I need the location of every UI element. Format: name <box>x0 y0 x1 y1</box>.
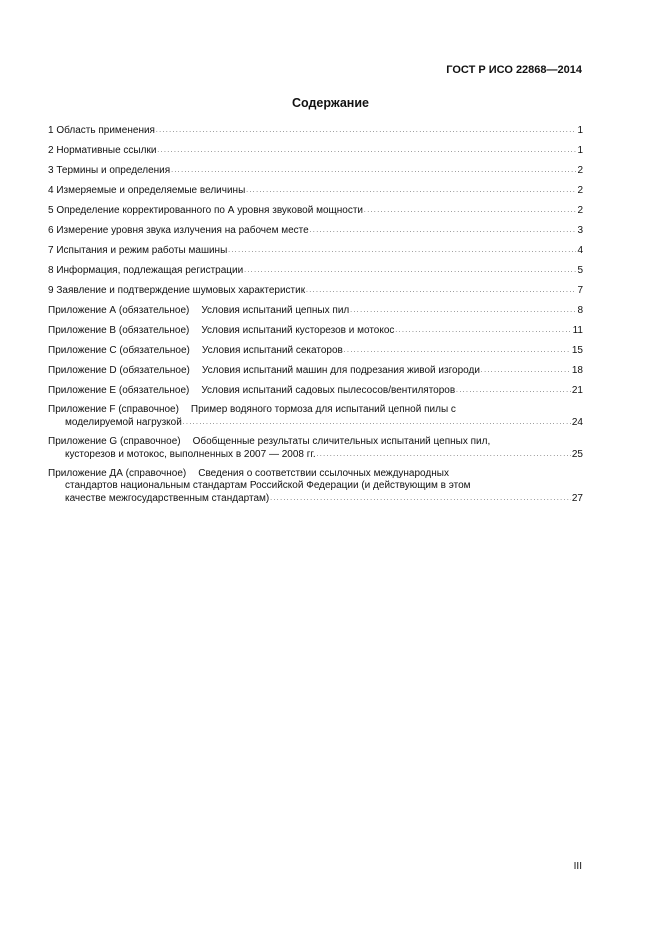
toc-page-number: 4 <box>577 245 583 256</box>
dot-leader <box>310 224 577 237</box>
dot-leader <box>270 492 571 505</box>
dot-leader <box>350 304 576 317</box>
toc-appendix-label: Приложение А (обязательное) <box>48 305 190 316</box>
toc-entry-text: 1 Область применения <box>48 125 155 136</box>
toc-entry-text: Условия испытаний машин для подрезания живой изгороди <box>201 365 480 376</box>
toc-entry-text: Условия испытаний секаторов <box>201 345 343 356</box>
toc-entry-text: 6 Измерение уровня звука излучения на рабочем месте <box>48 225 309 236</box>
toc-entry-text: 7 Испытания и режим работы машины <box>48 245 228 256</box>
toc-appendix-label: Приложение В (обязательное) <box>48 325 190 336</box>
toc-entry[interactable] <box>48 304 583 317</box>
toc-appendix-label: Приложение С (обязательное) <box>48 345 190 356</box>
dot-leader <box>306 284 576 297</box>
toc-entry[interactable] <box>48 436 583 461</box>
dot-leader <box>157 144 576 157</box>
toc-entry[interactable] <box>48 144 583 157</box>
toc-entry-text: 2 Нормативные ссылки <box>48 145 157 156</box>
toc-entry-text: Условия испытаний садовых пылесосов/вентиляторов <box>201 385 456 396</box>
toc-appendix-label: Приложение D (обязательное) <box>48 365 190 376</box>
toc-appendix-label: Приложение G (справочное) <box>48 436 181 447</box>
toc-entry-text: 4 Измеряемые и определяемые величины <box>48 185 246 196</box>
toc-entry[interactable] <box>48 284 583 297</box>
toc-entry-text: моделируемой нагрузкой <box>65 417 182 428</box>
toc-entry[interactable] <box>48 184 583 197</box>
dot-leader <box>246 184 576 197</box>
dot-leader <box>481 364 571 377</box>
document-code: ГОСТ Р ИСО 22868—2014 <box>446 64 582 76</box>
dot-leader <box>364 204 576 217</box>
toc-page-number: 15 <box>571 345 583 356</box>
toc-page-number: 8 <box>577 305 583 316</box>
dot-leader <box>395 324 571 337</box>
toc-entry-text: качестве межгосударственным стандартам) <box>65 493 270 504</box>
dot-leader <box>156 124 576 137</box>
page-title: Содержание <box>291 96 369 110</box>
toc-entry-text: кусторезов и мотокос, выполненных в 2007 — 2008 гг. <box>65 449 316 460</box>
toc-page-number: 1 <box>577 145 583 156</box>
toc-appendix-label: Приложение E (обязательное) <box>48 385 190 396</box>
toc-entry-text: стандартов национальным стандартам Российской Федерации (и действующим в этом <box>65 480 471 491</box>
page-number: III <box>573 861 582 872</box>
toc-entry[interactable] <box>48 344 583 357</box>
toc-entry[interactable] <box>48 384 583 397</box>
toc-page-number: 11 <box>572 325 583 336</box>
toc-entry[interactable] <box>48 164 583 177</box>
toc-entry-text: Сведения о соответствии ссылочных международных <box>198 468 449 479</box>
toc-page-number: 1 <box>577 125 583 136</box>
toc-page-number: 21 <box>571 385 583 396</box>
toc-entry[interactable] <box>48 264 583 277</box>
dot-leader <box>317 448 571 461</box>
toc-page-number: 7 <box>577 285 583 296</box>
toc-appendix-label: Приложение F (справочное) <box>48 404 179 415</box>
toc-entry-text: Условия испытаний цепных пил <box>201 305 350 316</box>
toc-page-number: 25 <box>571 449 583 460</box>
dot-leader <box>171 164 576 177</box>
toc-entry[interactable] <box>48 224 583 237</box>
toc-entry[interactable] <box>48 468 583 505</box>
dot-leader <box>344 344 571 357</box>
toc-page-number: 2 <box>577 165 583 176</box>
dot-leader <box>456 384 571 397</box>
table-of-contents <box>48 124 583 512</box>
toc-entry-text: 5 Определение корректированного по А уровня звуковой мощности <box>48 205 363 216</box>
dot-leader <box>183 416 571 429</box>
dot-leader <box>228 244 576 257</box>
toc-entry[interactable] <box>48 324 583 337</box>
toc-entry-text: Условия испытаний кусторезов и мотокос <box>201 325 395 336</box>
toc-entry[interactable] <box>48 244 583 257</box>
toc-page-number: 27 <box>571 493 583 504</box>
toc-entry-text: 3 Термины и определения <box>48 165 171 176</box>
toc-entry-text: 8 Информация, подлежащая регистрации <box>48 265 244 276</box>
toc-entry[interactable] <box>48 204 583 217</box>
toc-appendix-label: Приложение ДА (справочное) <box>48 468 187 479</box>
toc-page-number: 24 <box>571 417 583 428</box>
dot-leader <box>244 264 576 277</box>
toc-page-number: 3 <box>577 225 583 236</box>
toc-page-number: 2 <box>577 185 583 196</box>
toc-entry-text: Пример водяного тормоза для испытаний цепной пилы с <box>190 404 456 415</box>
toc-page-number: 2 <box>577 205 583 216</box>
toc-page-number: 18 <box>571 365 583 376</box>
toc-entry-text: 9 Заявление и подтверждение шумовых характеристик <box>48 285 306 296</box>
toc-page-number: 5 <box>577 265 583 276</box>
toc-entry[interactable] <box>48 364 583 377</box>
toc-entry[interactable] <box>48 404 583 429</box>
toc-entry[interactable] <box>48 124 583 137</box>
toc-entry-text: Обобщенные результаты сличительных испытаний цепных пил, <box>192 436 491 447</box>
